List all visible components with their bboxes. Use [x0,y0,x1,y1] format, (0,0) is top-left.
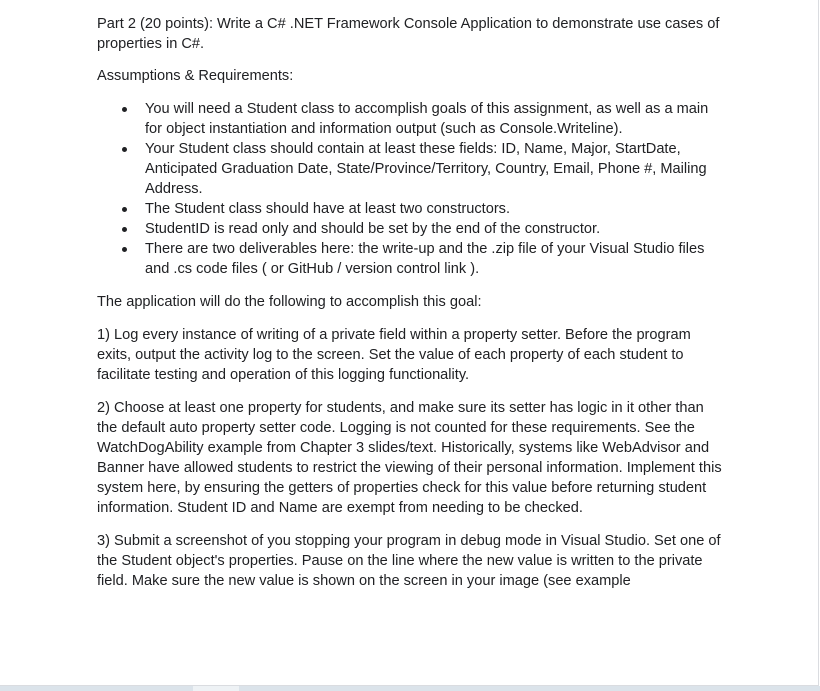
bullet-icon [122,227,127,232]
requirement-item [97,239,722,279]
requirement-item [97,219,722,239]
bullet-icon [122,147,127,152]
application-intro: The application will do the following to accomplish this goal: [97,294,482,310]
requirement-text: There are two deliverables here: the write-up and the .zip file of your Visual Studio files and .cs code files ( or GitHub / version control link ). [145,241,705,277]
bullet-icon [122,107,127,112]
requirement-item [97,199,722,219]
task-paragraph-3: 3) Submit a screenshot of you stopping your program in debug mode in Visual Studio. Set one of the Student object's properties. Pause on the line where the new value is written to the private field. Make sure the new value is shown on the screen in your image (see example [97,533,721,589]
requirement-text: You will need a Student class to accomplish goals of this assignment, as well as a main for object instantiation and information output (such as Console.Writeline). [145,101,709,137]
bullet-icon [122,247,127,252]
assignment-heading: Part 2 (20 points): Write a C# .NET Framework Console Application to demonstrate use cases of properties in C#. [97,16,720,52]
document-content [97,14,722,604]
task-paragraph-2: 2) Choose at least one property for students, and make sure its setter has logic in it other than the default auto property setter code. Logging is not counted for these requirements. See the WatchDogAbility example from Chapter 3 slides/text. Historically, systems like WebAdvisor and Banner have allowed students to restrict the viewing of their personal information. Implement this system here, by ensuring the getters of properties check for this value before returning student information. Student ID and Name are exempt from needing to be checked. [97,400,722,516]
scroll-thumb[interactable] [193,686,239,691]
requirement-item [97,139,722,199]
bullet-icon [122,207,127,212]
requirement-text: StudentID is read only and should be set by the end of the constructor. [145,221,601,237]
assumptions-title: Assumptions & Requirements: [97,68,294,84]
requirement-text: The Student class should have at least two constructors. [145,201,511,217]
requirements-list [97,99,722,279]
task-paragraph-1: 1) Log every instance of writing of a private field within a property setter. Before the program exits, output the activity log to the screen. Set the value of each property of each student to facilitate testing and operation of this logging functionality. [97,327,691,383]
requirement-item [97,99,722,139]
requirement-text: Your Student class should contain at least these fields: ID, Name, Major, StartDate, Anticipated Graduation Date, State/Province/Territory, Country, Email, Phone #, Mailing Address. [145,141,707,197]
bottom-scroll-strip [0,686,820,691]
